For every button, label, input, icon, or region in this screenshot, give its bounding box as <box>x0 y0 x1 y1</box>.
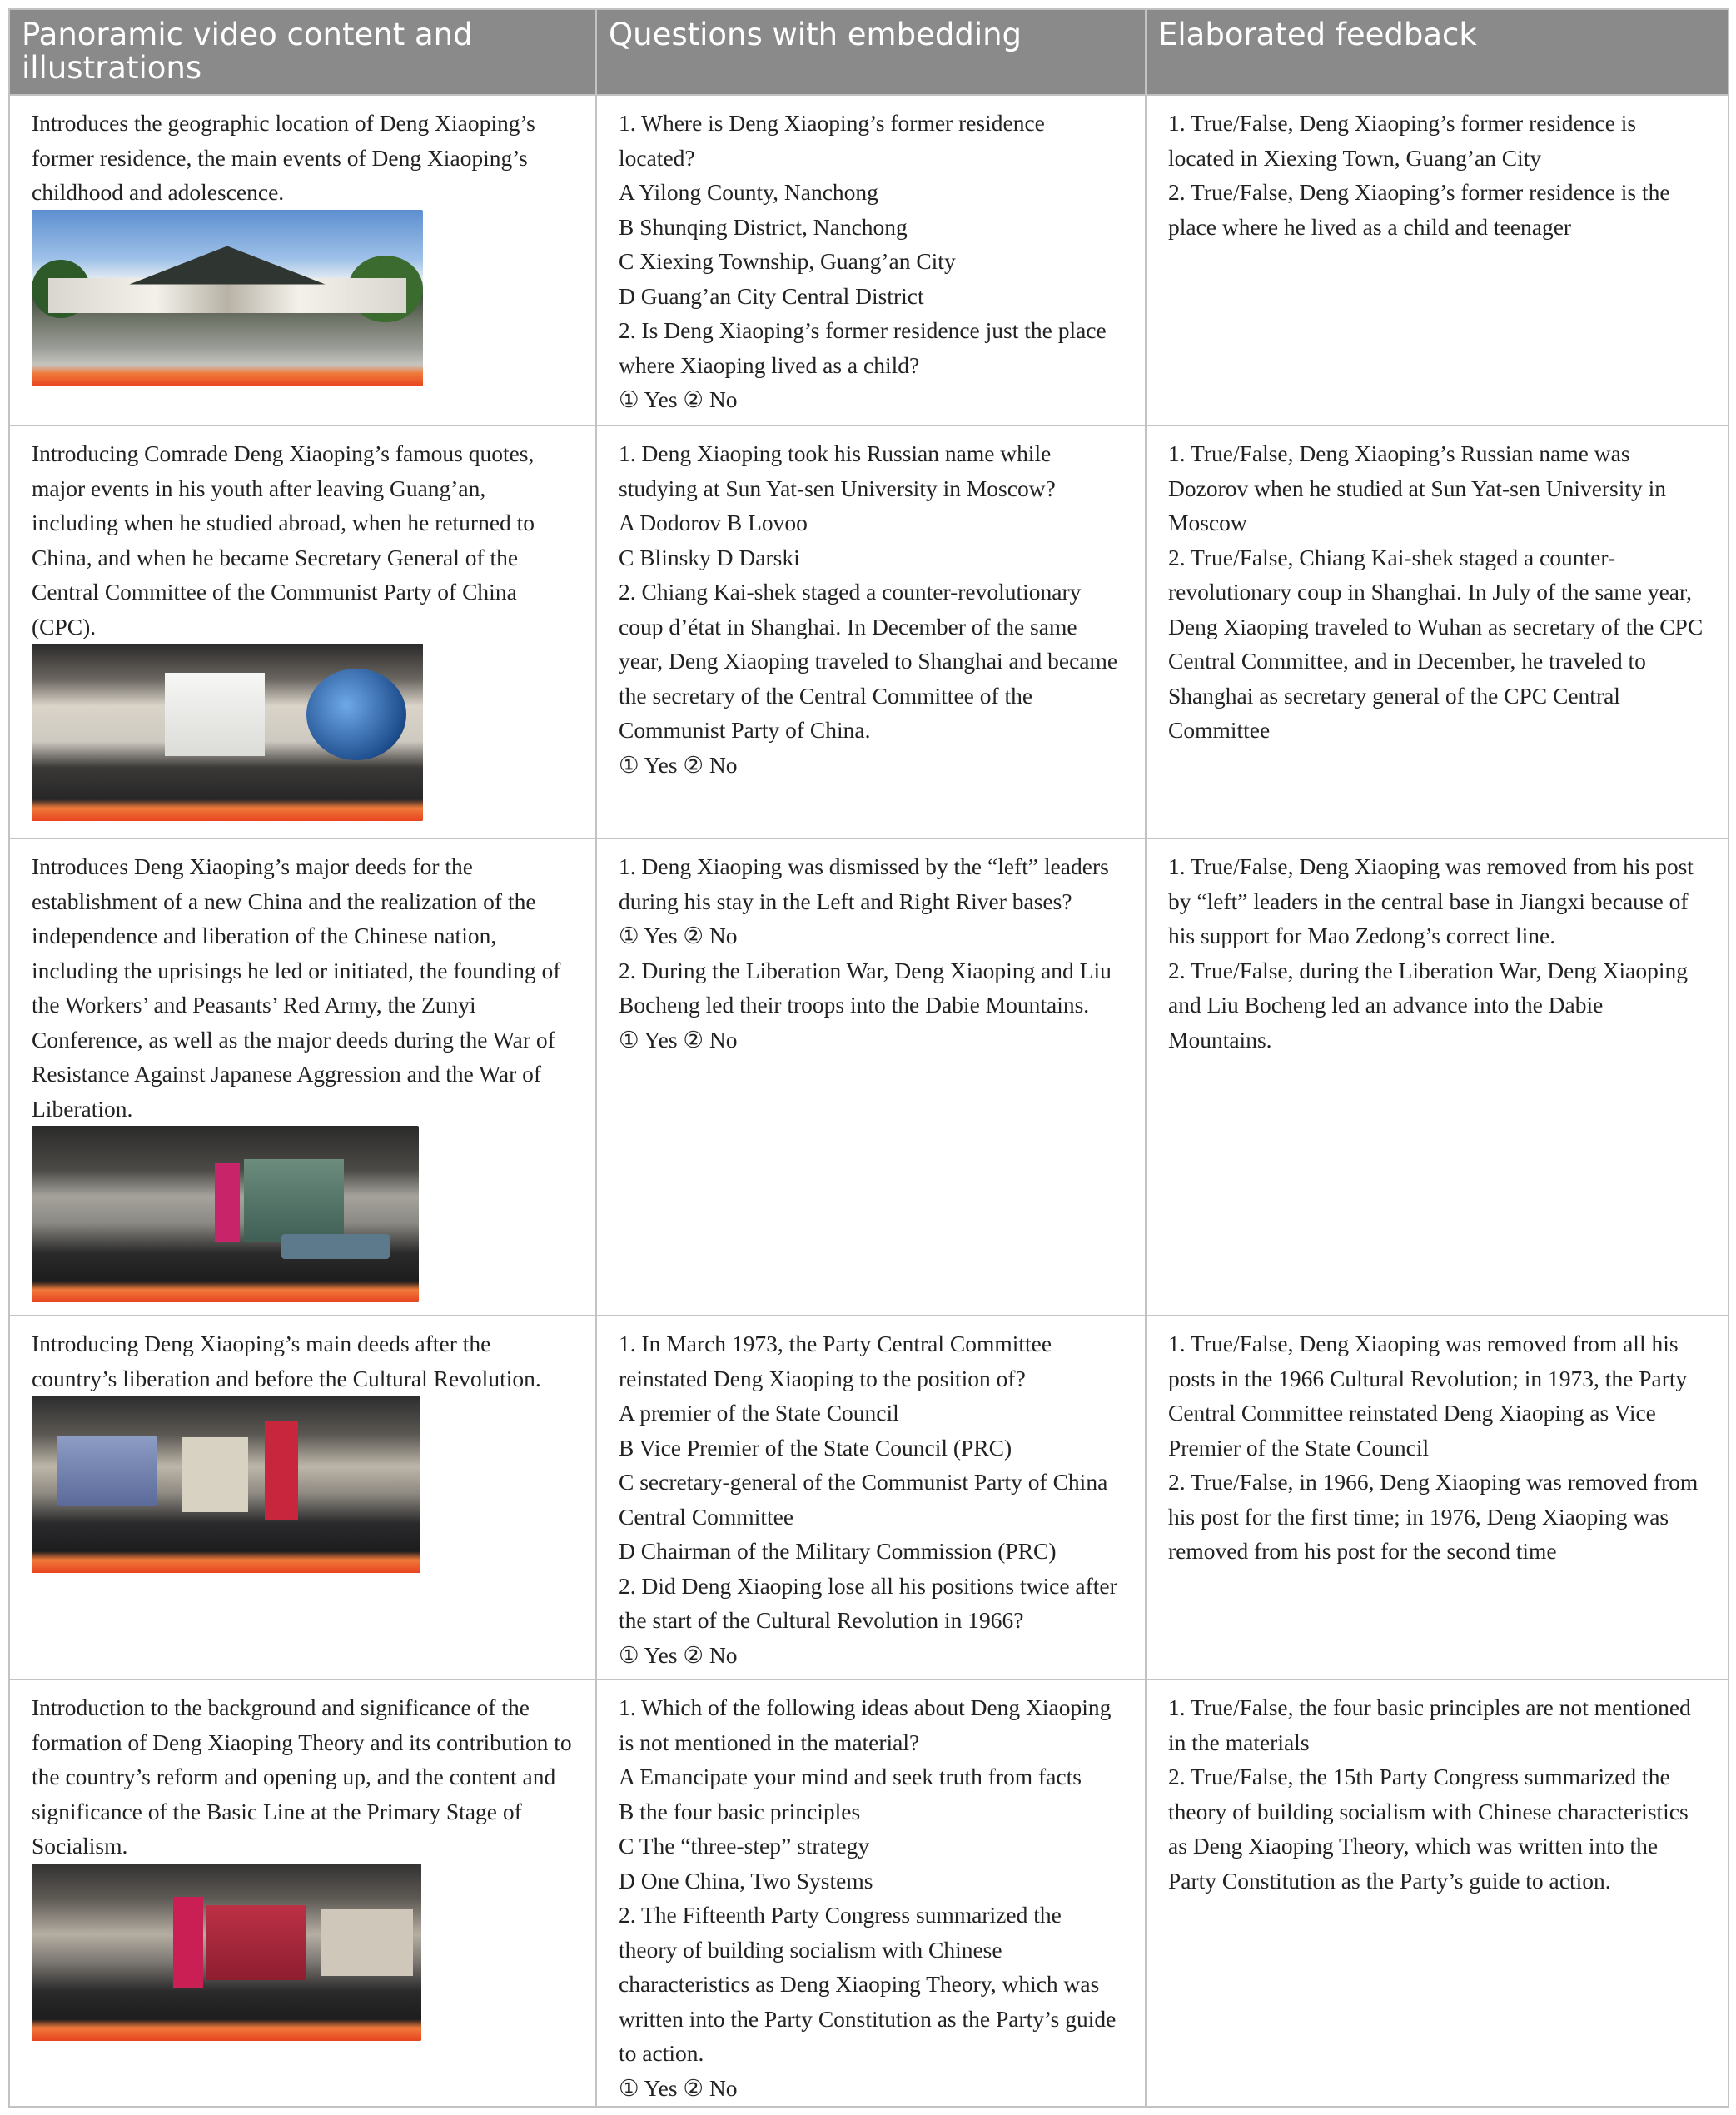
questions-cell <box>596 95 1146 425</box>
table-row <box>9 425 1729 839</box>
panorama-image <box>32 1396 420 1573</box>
data-table <box>8 8 1729 2108</box>
feedback-cell <box>1146 839 1729 1316</box>
questions-text: 1. Which of the following ideas about Deng Xiaoping is not mentioned in the material? A Emancipate your mind and seek truth from facts B the four basic principles C The “three-step” strategy D One China, Two Systems 2. The Fifteenth Party Congress summarized the theory of building socialism with Chinese characteristics as Deng Xiaoping Theory, which was written into the Party Constitution as the Party’s guide to action. ① Yes ② No <box>619 1694 1117 2101</box>
table-row <box>9 1680 1729 2107</box>
content-text: Introduction to the background and significance of the formation of Deng Xiaoping Theory and its contribution to the country’s reform and opening up, and the content and significance of the Basic Line at the Primary Stage of Socialism. <box>32 1694 572 1859</box>
content-text: Introduces the geographic location of Deng Xiaoping’s former residence, the main events of Deng Xiaoping’s childhood and adolescence. <box>32 110 535 205</box>
content-cell <box>9 1680 596 2107</box>
content-cell <box>9 95 596 425</box>
content-text: Introduces Deng Xiaoping’s major deeds for the establishment of a new China and the realization of the independence and liberation of the Chinese nation, including the uprisings he led or initiated, the founding of the Workers’ and Peasants’ Red Army, the Zunyi Conference, as well as the major deeds during the War of Resistance Against Japanese Aggression and the War of Liberation. <box>32 853 561 1122</box>
feedback-text: 1. True/False, Deng Xiaoping’s former residence is located in Xiexing Town, Guang’an City 2. True/False, Deng Xiaoping’s former residence is the place where he lived as a child and teenager <box>1168 110 1670 240</box>
feedback-cell <box>1146 1316 1729 1680</box>
table-row <box>9 839 1729 1316</box>
questions-text: 1. Deng Xiaoping was dismissed by the “left” leaders during his stay in the Left and Right River bases? ① Yes ② No 2. During the Liberation War, Deng Xiaoping and Liu Bocheng led their troops into the Dabie Mountains. ① Yes ② No <box>619 853 1112 1053</box>
content-text: Introducing Comrade Deng Xiaoping’s famous quotes, major events in his youth after leaving Guang’an, including when he studied abroad, when he returned to China, and when he became Secretary General of the Central Committee of the Communist Party of China (CPC). <box>32 440 535 639</box>
feedback-text: 1. True/False, Deng Xiaoping’s Russian name was Dozorov when he studied at Sun Yat-sen University in Moscow 2. True/False, Chiang Kai-shek staged a counter-revolutionary coup in Shanghai. In July of the same year, Deng Xiaoping traveled to Wuhan as secretary of the CPC Central Committee, and in December, he traveled to Shanghai as secretary general of the CPC Central Committee <box>1168 440 1704 743</box>
questions-text: 1. Deng Xiaoping took his Russian name while studying at Sun Yat-sen University in Moscow? A Dodorov B Lovoo C Blinsky D Darski 2. Chiang Kai-shek staged a counter-revolutionary coup d’état in Shanghai. In December of the same year, Deng Xiaoping traveled to Shanghai and became the secretary of the Central Committee of the Communist Party of China. ① Yes ② No <box>619 440 1118 778</box>
questions-cell <box>596 425 1146 839</box>
content-cell <box>9 839 596 1316</box>
column-header-questions: Questions with embedding <box>596 9 1146 95</box>
questions-text: 1. In March 1973, the Party Central Committee reinstated Deng Xiaoping to the position of? A premier of the State Council B Vice Premier of the State Council (PRC) C secretary-general of the Communist Party of China Central Committee D Chairman of the Military Commission (PRC) 2. Did Deng Xiaoping lose all his positions twice after the start of the Cultural Revolution in 1966? ① Yes ② No <box>619 1331 1117 1668</box>
panorama-image <box>32 644 423 821</box>
table-row <box>9 95 1729 425</box>
content-cell <box>9 425 596 839</box>
feedback-text: 1. True/False, Deng Xiaoping was removed from all his posts in the 1966 Cultural Revolution; in 1973, the Party Central Committee reinstated Deng Xiaoping as Vice Premier of the State Council 2. True/False, in 1966, Deng Xiaoping was removed from his post for the first time; in 1976, Deng Xiaoping was removed from his post for the second time <box>1168 1331 1699 1564</box>
questions-cell <box>596 839 1146 1316</box>
panorama-image <box>32 1126 419 1302</box>
column-header-feedback: Elaborated feedback <box>1146 9 1729 95</box>
questions-cell <box>596 1680 1146 2107</box>
feedback-text: 1. True/False, Deng Xiaoping was removed from his post by “left” leaders in the central base in Jiangxi because of his support for Mao Zedong’s correct line. 2. True/False, during the Liberation War, Deng Xiaoping and Liu Bocheng led an advance into the Dabie Mountains. <box>1168 853 1694 1053</box>
header-row <box>9 9 1729 95</box>
questions-cell <box>596 1316 1146 1680</box>
feedback-cell <box>1146 95 1729 425</box>
feedback-cell <box>1146 425 1729 839</box>
feedback-text: 1. True/False, the four basic principles are not mentioned in the materials 2. True/False, the 15th Party Congress summarized the theory of building socialism with Chinese characteristics as Deng Xiaoping Theory, which was written into the Party Constitution as the Party’s guide to action. <box>1168 1694 1691 1894</box>
content-cell <box>9 1316 596 1680</box>
panorama-image <box>32 210 423 386</box>
table-row <box>9 1316 1729 1680</box>
column-header-content: Panoramic video content and illustrations <box>9 9 596 95</box>
questions-text: 1. Where is Deng Xiaoping’s former residence located? A Yilong County, Nanchong B Shunqing District, Nanchong C Xiexing Township, Guang’an City D Guang’an City Central District 2. Is Deng Xiaoping’s former residence just the place where Xiaoping lived as a child? ① Yes ② No <box>619 110 1107 412</box>
content-text: Introducing Deng Xiaoping’s main deeds after the country’s liberation and before the Cultural Revolution. <box>32 1331 541 1391</box>
feedback-cell <box>1146 1680 1729 2107</box>
panorama-image <box>32 1864 421 2041</box>
